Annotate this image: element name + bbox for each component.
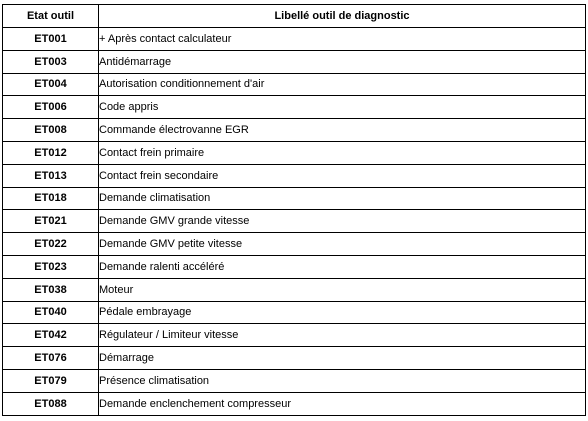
state-label-cell: Demande climatisation [99, 187, 586, 210]
table-row [3, 141, 586, 164]
state-label-cell: Code appris [99, 96, 586, 119]
state-code-cell: ET038 [3, 278, 99, 301]
table-row [3, 119, 586, 142]
table-row [3, 50, 586, 73]
header-state: Etat outil [3, 5, 99, 28]
state-code-cell: ET003 [3, 50, 99, 73]
table-row [3, 369, 586, 392]
table-row [3, 324, 586, 347]
state-code-cell: ET001 [3, 28, 99, 51]
table-row [3, 347, 586, 370]
state-code-cell: ET076 [3, 347, 99, 370]
state-code-cell: ET040 [3, 301, 99, 324]
state-label-cell: Demande enclenchement compresseur [99, 392, 586, 415]
state-label-cell: Contact frein secondaire [99, 164, 586, 187]
state-code-cell: ET004 [3, 73, 99, 96]
table-row [3, 28, 586, 51]
table-row [3, 233, 586, 256]
table-row [3, 301, 586, 324]
table-row [3, 73, 586, 96]
state-code-cell: ET088 [3, 392, 99, 415]
state-label-cell: Régulateur / Limiteur vitesse [99, 324, 586, 347]
state-label-cell: Commande électrovanne EGR [99, 119, 586, 142]
state-code-cell: ET006 [3, 96, 99, 119]
state-label-cell: Moteur [99, 278, 586, 301]
table-row [3, 164, 586, 187]
state-label-cell: Autorisation conditionnement d'air [99, 73, 586, 96]
state-code-cell: ET021 [3, 210, 99, 233]
table-row [3, 210, 586, 233]
state-label-cell: Démarrage [99, 347, 586, 370]
table-row [3, 187, 586, 210]
table-row [3, 278, 586, 301]
table-row [3, 96, 586, 119]
state-code-cell: ET023 [3, 255, 99, 278]
state-label-cell: + Après contact calculateur [99, 28, 586, 51]
state-label-cell: Demande GMV petite vitesse [99, 233, 586, 256]
table-row [3, 392, 586, 415]
state-label-cell: Contact frein primaire [99, 141, 586, 164]
state-label-cell: Antidémarrage [99, 50, 586, 73]
diagnostic-states-table [2, 4, 586, 416]
state-label-cell: Demande ralenti accéléré [99, 255, 586, 278]
state-code-cell: ET018 [3, 187, 99, 210]
state-code-cell: ET022 [3, 233, 99, 256]
state-code-cell: ET013 [3, 164, 99, 187]
state-code-cell: ET079 [3, 369, 99, 392]
state-label-cell: Pédale embrayage [99, 301, 586, 324]
header-label: Libellé outil de diagnostic [99, 5, 586, 28]
state-code-cell: ET008 [3, 119, 99, 142]
state-label-cell: Présence climatisation [99, 369, 586, 392]
table-row [3, 255, 586, 278]
table-header-row [3, 5, 586, 28]
state-label-cell: Demande GMV grande vitesse [99, 210, 586, 233]
state-code-cell: ET012 [3, 141, 99, 164]
table-body [3, 28, 586, 416]
state-code-cell: ET042 [3, 324, 99, 347]
